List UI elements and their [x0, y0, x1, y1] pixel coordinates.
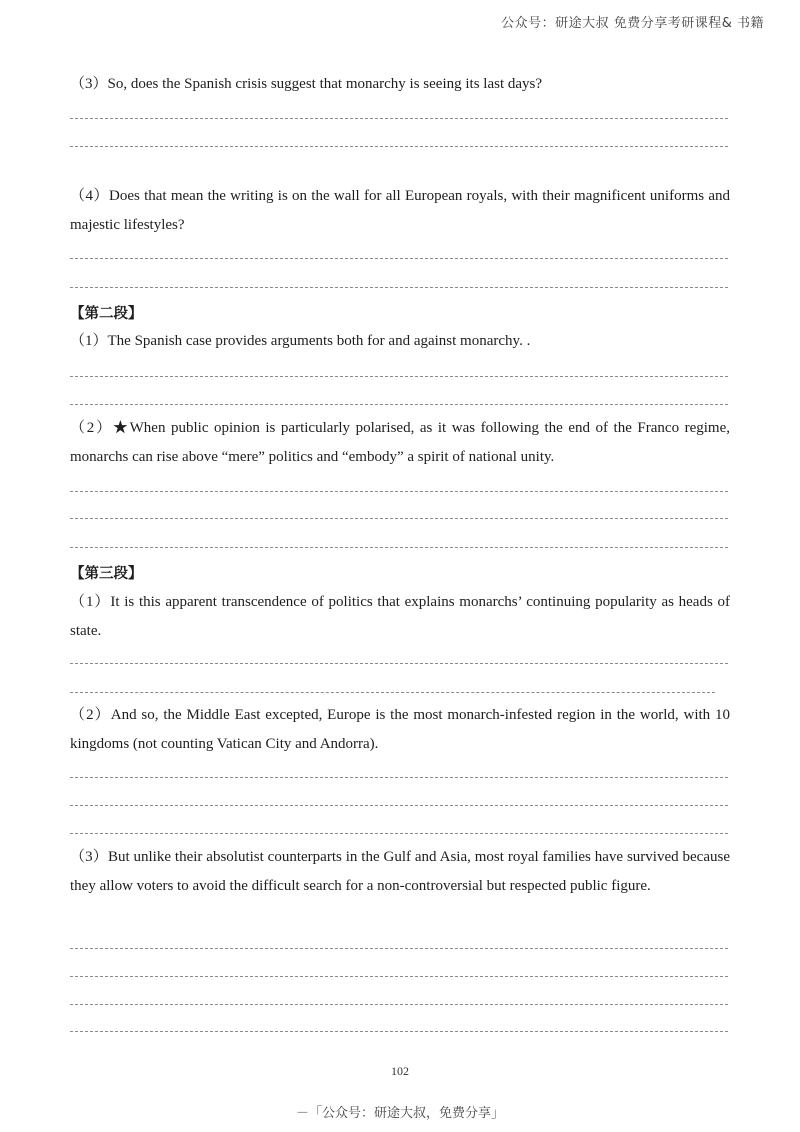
page-header-watermark: 公众号：研途大叔 免费分享考研课程& 书籍	[501, 16, 764, 31]
question-item: （3）But unlike their absolutist counterparts in the Gulf and Asia, most royal families have survived because they allow voters to avoid the difficult search for a non-controversial but respected public figure.	[70, 849, 730, 894]
answer-line	[70, 547, 728, 548]
question-item: （3）So, does the Spanish crisis suggest that monarchy is seeing its last days?	[70, 76, 543, 92]
question-item: （2）★When public opinion is particularly polarised, as it was following the end of the Franco regime, monarchs can rise above “mere” politics and “embody” a spirit of national unity.	[70, 420, 730, 465]
question-item: （1）The Spanish case provides arguments both for and against monarchy. .	[70, 333, 531, 349]
answer-line	[70, 1031, 728, 1032]
answer-line	[70, 518, 728, 519]
answer-line	[70, 287, 728, 288]
question-item: （1）It is this apparent transcendence of politics that explains monarchs’ continuing popularity as heads of state.	[70, 594, 730, 639]
page-footer-watermark: －「公众号：研途大叔，免费分享」	[295, 1106, 504, 1121]
answer-line	[70, 146, 728, 147]
question-item: （2）And so, the Middle East excepted, Europe is the most monarch-infested region in the world, with 10 kingdoms (not counting Vatican City and Andorra).	[70, 707, 730, 752]
answer-line	[70, 404, 728, 405]
answer-line	[70, 833, 728, 834]
section-heading: 【第二段】	[70, 306, 143, 322]
section-heading: 【第三段】	[70, 566, 143, 582]
answer-line	[70, 258, 728, 259]
answer-line	[70, 692, 715, 693]
answer-line	[70, 777, 728, 778]
answer-line	[70, 663, 728, 664]
page-number: 102	[391, 1064, 409, 1078]
question-item: （4）Does that mean the writing is on the wall for all European royals, with their magnificent uniforms and majestic lifestyles?	[70, 188, 730, 233]
answer-line	[70, 976, 728, 977]
answer-line	[70, 948, 728, 949]
answer-line	[70, 491, 728, 492]
answer-line	[70, 376, 728, 377]
answer-line	[70, 118, 728, 119]
answer-line	[70, 1004, 728, 1005]
answer-line	[70, 805, 728, 806]
